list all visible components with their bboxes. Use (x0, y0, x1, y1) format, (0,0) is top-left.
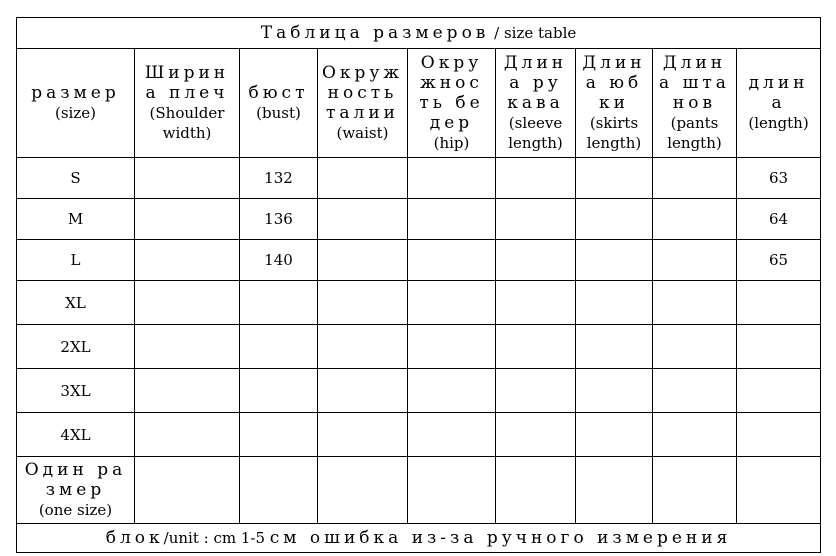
cell-bust: 140 (240, 240, 318, 281)
cell-bust: 136 (240, 199, 318, 240)
one-size-ru-line: Один ра (24, 460, 127, 480)
column-header-ru: Окру (420, 53, 483, 73)
column-header (653, 49, 737, 158)
cell-skirt (576, 413, 653, 457)
column-header-en: (size) (55, 104, 96, 122)
column-header-ru: ть бе (419, 93, 484, 113)
table-title (17, 18, 821, 49)
cell-waist (318, 158, 408, 199)
cell-length (737, 413, 821, 457)
cell-sleeve (496, 240, 576, 281)
cell-size: 4XL (17, 413, 135, 457)
cell-pants (653, 240, 737, 281)
column-header-en: (length) (748, 114, 809, 132)
table-cell (408, 457, 496, 524)
cell-bust: 132 (240, 158, 318, 199)
cell-length: 63 (737, 158, 821, 199)
cell-bust (240, 325, 318, 369)
cell-shoulder (135, 240, 240, 281)
cell-pants (653, 325, 737, 369)
cell-sleeve (496, 369, 576, 413)
table-row (17, 369, 821, 413)
column-header-en: length) (667, 134, 722, 152)
cell-waist (318, 240, 408, 281)
cell-pants (653, 281, 737, 325)
table-row (17, 199, 821, 240)
cell-length (737, 281, 821, 325)
column-header (135, 49, 240, 158)
column-header-en: width) (162, 124, 212, 142)
cell-length: 64 (737, 199, 821, 240)
cell-skirt (576, 240, 653, 281)
one-size-row (17, 457, 821, 524)
table-cell (737, 457, 821, 524)
table-body (17, 158, 821, 457)
cell-hip (408, 281, 496, 325)
column-header-en: length) (586, 134, 642, 152)
column-header-ru: кава (507, 93, 564, 113)
footer-unit: /unit : cm 1-5 (163, 529, 265, 547)
cell-waist (318, 325, 408, 369)
table-cell (240, 457, 318, 524)
cell-pants (653, 369, 737, 413)
cell-sleeve (496, 281, 576, 325)
cell-shoulder (135, 325, 240, 369)
table-cell (576, 457, 653, 524)
cell-sleeve (496, 325, 576, 369)
column-header-ru: Окруж (321, 63, 404, 83)
cell-skirt (576, 281, 653, 325)
column-header (408, 49, 496, 158)
cell-shoulder (135, 413, 240, 457)
column-header-ru: размер (31, 83, 120, 103)
column-header-ru: талии (325, 103, 399, 123)
cell-shoulder (135, 281, 240, 325)
column-header-ru: бюст (248, 83, 309, 103)
column-header (496, 49, 576, 158)
column-header-en: (waist) (336, 124, 389, 142)
cell-sleeve (496, 158, 576, 199)
cell-length (737, 369, 821, 413)
cell-bust (240, 281, 318, 325)
title-en: / size table (494, 24, 577, 42)
cell-pants (653, 413, 737, 457)
column-header-en: (pants (670, 114, 719, 132)
table-row (17, 281, 821, 325)
title-ru: Таблица размеров (260, 23, 490, 43)
cell-hip (408, 369, 496, 413)
table-cell (653, 457, 737, 524)
header-row (17, 49, 821, 158)
column-header-ru: Ширин (144, 63, 230, 83)
one-size-label (17, 457, 135, 524)
cell-skirt (576, 325, 653, 369)
table-cell (135, 457, 240, 524)
cell-waist (318, 199, 408, 240)
column-header-ru: нов (672, 93, 717, 113)
cell-pants (653, 199, 737, 240)
cell-length (737, 325, 821, 369)
cell-sleeve (496, 413, 576, 457)
column-header-ru: жнос (420, 73, 483, 93)
column-header (17, 49, 135, 158)
cell-hip (408, 199, 496, 240)
column-header-ru: а юб (585, 73, 643, 93)
column-header-ru: а (771, 93, 786, 113)
cell-bust (240, 369, 318, 413)
footer-ru-end: см ошибка из-за ручного измерения (269, 528, 732, 548)
cell-size: XL (17, 281, 135, 325)
table-footer (17, 524, 821, 553)
cell-waist (318, 369, 408, 413)
column-header (737, 49, 821, 158)
column-header (240, 49, 318, 158)
one-size-ru-line: змер (45, 480, 106, 500)
column-header-en: (sleeve (508, 114, 563, 132)
column-header-ru: а шта (659, 73, 730, 93)
column-header (576, 49, 653, 158)
cell-sleeve (496, 199, 576, 240)
cell-bust (240, 413, 318, 457)
table-row (17, 240, 821, 281)
one-size-en: (one size) (38, 501, 113, 519)
column-header-ru: а ру (509, 73, 562, 93)
column-header-en: length) (508, 134, 563, 152)
column-header-ru: а плеч (145, 83, 229, 103)
cell-size: M (17, 199, 135, 240)
column-header-en: (bust) (256, 104, 301, 122)
size-table-sheet (16, 17, 820, 550)
cell-shoulder (135, 199, 240, 240)
cell-shoulder (135, 369, 240, 413)
cell-size: L (17, 240, 135, 281)
cell-skirt (576, 199, 653, 240)
cell-hip (408, 158, 496, 199)
table-cell (496, 457, 576, 524)
size-table (16, 17, 821, 553)
cell-hip (408, 240, 496, 281)
footer-ru-start: блок (105, 528, 164, 548)
cell-waist (318, 413, 408, 457)
cell-length: 65 (737, 240, 821, 281)
column-header-ru: ность (327, 83, 398, 103)
column-header-ru: Длин (582, 53, 646, 73)
table-row (17, 325, 821, 369)
cell-size: 2XL (17, 325, 135, 369)
cell-hip (408, 413, 496, 457)
cell-size: 3XL (17, 369, 135, 413)
table-row (17, 413, 821, 457)
column-header-ru: длин (748, 73, 809, 93)
column-header-ru: Длин (662, 53, 727, 73)
table-cell (318, 457, 408, 524)
column-header-ru: Длин (503, 53, 568, 73)
cell-skirt (576, 158, 653, 199)
column-header-en: (Shoulder (149, 104, 225, 122)
column-header-en: (skirts (589, 114, 639, 132)
column-header-ru: ки (599, 93, 629, 113)
column-header (318, 49, 408, 158)
cell-skirt (576, 369, 653, 413)
cell-pants (653, 158, 737, 199)
column-header-en: (hip) (433, 134, 470, 152)
cell-hip (408, 325, 496, 369)
cell-shoulder (135, 158, 240, 199)
cell-waist (318, 281, 408, 325)
column-header-ru: дер (429, 113, 474, 133)
cell-size: S (17, 158, 135, 199)
table-row (17, 158, 821, 199)
